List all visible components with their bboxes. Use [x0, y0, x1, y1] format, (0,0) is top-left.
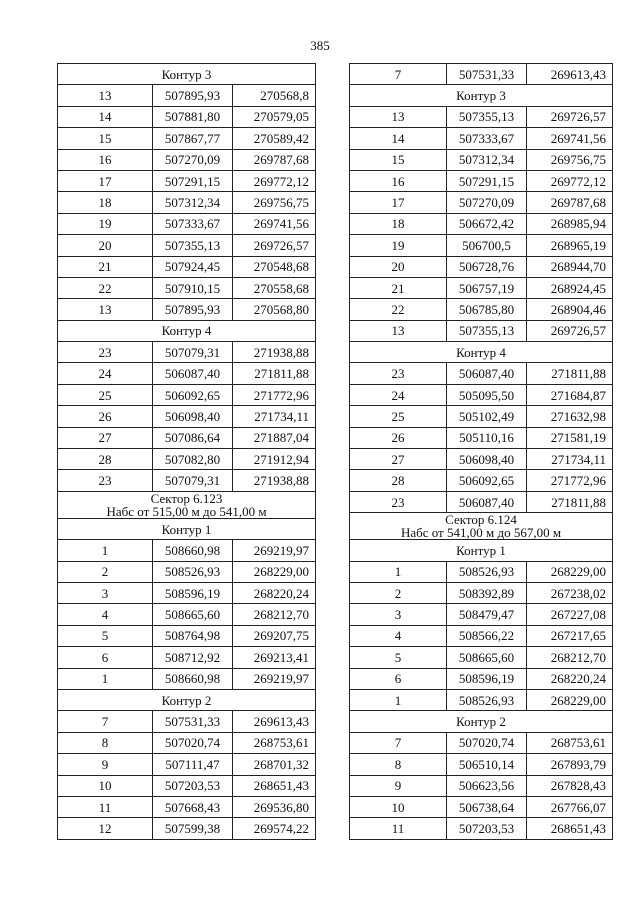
x-coordinate-cell: 505102,49 — [447, 406, 527, 427]
table-row — [58, 711, 316, 732]
x-coordinate-cell: 506757,19 — [447, 277, 527, 298]
table-row — [58, 406, 316, 427]
point-number-cell: 22 — [58, 277, 153, 298]
table-row — [350, 406, 613, 427]
point-number-cell: 4 — [350, 625, 447, 646]
table-row — [58, 540, 316, 561]
y-coordinate-cell: 270548,68 — [233, 256, 316, 277]
x-coordinate-cell: 508596,19 — [153, 582, 233, 603]
contour-header-row — [58, 518, 316, 539]
y-coordinate-cell: 268985,94 — [527, 213, 613, 234]
x-coordinate-cell: 508526,93 — [447, 561, 527, 582]
table-row — [350, 668, 613, 689]
y-coordinate-cell: 269756,75 — [233, 192, 316, 213]
x-coordinate-cell: 507270,09 — [447, 192, 527, 213]
table-row — [58, 582, 316, 603]
x-coordinate-cell: 507020,74 — [447, 732, 527, 753]
x-coordinate-cell: 507333,67 — [153, 213, 233, 234]
point-number-cell: 24 — [58, 363, 153, 384]
y-coordinate-cell: 270568,8 — [233, 85, 316, 106]
point-number-cell: 7 — [350, 732, 447, 753]
contour-title: Контур 4 — [350, 342, 613, 363]
point-number-cell: 2 — [350, 582, 447, 603]
point-number-cell: 28 — [350, 470, 447, 491]
table-row — [58, 363, 316, 384]
contour-title: Контур 2 — [350, 711, 613, 732]
y-coordinate-cell: 269726,57 — [527, 106, 613, 127]
point-number-cell: 6 — [350, 668, 447, 689]
x-coordinate-cell: 506728,76 — [447, 256, 527, 277]
point-number-cell: 2 — [58, 561, 153, 582]
point-number-cell: 19 — [58, 213, 153, 234]
point-number-cell: 5 — [350, 647, 447, 668]
y-coordinate-cell: 268904,46 — [527, 299, 613, 320]
point-number-cell: 10 — [350, 796, 447, 817]
page-number: 385 — [310, 38, 330, 53]
point-number-cell: 7 — [58, 711, 153, 732]
x-coordinate-cell: 507312,34 — [153, 192, 233, 213]
table-row — [350, 256, 613, 277]
y-coordinate-cell: 271938,88 — [233, 470, 316, 491]
x-coordinate-cell: 508596,19 — [447, 668, 527, 689]
y-coordinate-cell: 267828,43 — [527, 775, 613, 796]
x-coordinate-cell: 507895,93 — [153, 85, 233, 106]
y-coordinate-cell: 268220,24 — [527, 668, 613, 689]
table-row — [350, 754, 613, 775]
y-coordinate-cell: 267217,65 — [527, 625, 613, 646]
table-row — [58, 299, 316, 320]
point-number-cell: 1 — [58, 540, 153, 561]
y-coordinate-cell: 268924,45 — [527, 277, 613, 298]
sector-header-row — [58, 491, 316, 518]
y-coordinate-cell: 270558,68 — [233, 277, 316, 298]
table-row — [58, 754, 316, 775]
y-coordinate-cell: 271734,11 — [233, 406, 316, 427]
y-coordinate-cell: 269787,68 — [527, 192, 613, 213]
y-coordinate-cell: 267227,08 — [527, 604, 613, 625]
y-coordinate-cell: 271938,88 — [233, 342, 316, 363]
y-coordinate-cell: 269741,56 — [233, 213, 316, 234]
sector-altitude-range: Набс от 541,00 м до 567,00 м — [400, 525, 562, 541]
contour-header-row — [350, 711, 613, 732]
x-coordinate-cell: 506738,64 — [447, 796, 527, 817]
point-number-cell: 20 — [58, 235, 153, 256]
contour-title: Контур 1 — [58, 518, 316, 539]
x-coordinate-cell: 506672,42 — [447, 213, 527, 234]
point-number-cell: 3 — [350, 604, 447, 625]
table-row — [350, 64, 613, 85]
table-row — [58, 561, 316, 582]
point-number-cell: 24 — [350, 384, 447, 405]
y-coordinate-cell: 271772,96 — [527, 470, 613, 491]
point-number-cell: 13 — [58, 299, 153, 320]
point-number-cell: 8 — [58, 732, 153, 753]
x-coordinate-cell: 507082,80 — [153, 449, 233, 470]
point-number-cell: 1 — [350, 561, 447, 582]
y-coordinate-cell: 268220,24 — [233, 582, 316, 603]
x-coordinate-cell: 507312,34 — [447, 149, 527, 170]
y-coordinate-cell: 271887,04 — [233, 427, 316, 448]
point-number-cell: 1 — [58, 668, 153, 689]
point-number-cell: 27 — [350, 449, 447, 470]
y-coordinate-cell: 271912,94 — [233, 449, 316, 470]
point-number-cell: 4 — [58, 604, 153, 625]
point-number-cell: 25 — [350, 406, 447, 427]
table-row — [350, 149, 613, 170]
point-number-cell: 1 — [350, 689, 447, 710]
y-coordinate-cell: 269213,41 — [233, 647, 316, 668]
table-row — [58, 818, 316, 839]
y-coordinate-cell: 271811,88 — [527, 491, 613, 512]
table-row — [58, 775, 316, 796]
point-number-cell: 9 — [350, 775, 447, 796]
x-coordinate-cell: 507270,09 — [153, 149, 233, 170]
x-coordinate-cell: 507895,93 — [153, 299, 233, 320]
table-row — [350, 363, 613, 384]
point-number-cell: 14 — [58, 106, 153, 127]
x-coordinate-cell: 507111,47 — [153, 754, 233, 775]
table-row — [58, 277, 316, 298]
point-number-cell: 11 — [350, 818, 447, 839]
x-coordinate-cell: 508660,98 — [153, 668, 233, 689]
x-coordinate-cell: 508392,89 — [447, 582, 527, 603]
x-coordinate-cell: 508764,98 — [153, 625, 233, 646]
point-number-cell: 13 — [350, 320, 447, 341]
y-coordinate-cell: 269756,75 — [527, 149, 613, 170]
point-number-cell: 27 — [58, 427, 153, 448]
point-number-cell: 26 — [350, 427, 447, 448]
table-row — [58, 170, 316, 191]
y-coordinate-cell: 268212,70 — [527, 647, 613, 668]
table-row — [350, 235, 613, 256]
point-number-cell: 19 — [350, 235, 447, 256]
y-coordinate-cell: 268651,43 — [527, 818, 613, 839]
table-row — [58, 470, 316, 491]
coordinates-table-left — [57, 63, 316, 840]
x-coordinate-cell: 507079,31 — [153, 342, 233, 363]
contour-header-row — [58, 64, 316, 85]
sector-heading — [350, 513, 613, 540]
x-coordinate-cell: 506087,40 — [447, 491, 527, 512]
point-number-cell: 12 — [58, 818, 153, 839]
y-coordinate-cell: 269772,12 — [233, 170, 316, 191]
y-coordinate-cell: 268965,19 — [527, 235, 613, 256]
table-row — [350, 128, 613, 149]
point-number-cell: 21 — [58, 256, 153, 277]
table-row — [350, 582, 613, 603]
table-row — [58, 427, 316, 448]
y-coordinate-cell: 271581,19 — [527, 427, 613, 448]
point-number-cell: 28 — [58, 449, 153, 470]
point-number-cell: 18 — [58, 192, 153, 213]
y-coordinate-cell: 269207,75 — [233, 625, 316, 646]
point-number-cell: 23 — [58, 470, 153, 491]
x-coordinate-cell: 507531,33 — [447, 64, 527, 85]
y-coordinate-cell: 268753,61 — [527, 732, 613, 753]
table-row — [58, 85, 316, 106]
y-coordinate-cell: 269741,56 — [527, 128, 613, 149]
contour-header-row — [350, 85, 613, 106]
contour-header-row — [58, 689, 316, 710]
table-row — [58, 449, 316, 470]
point-number-cell: 20 — [350, 256, 447, 277]
table-row — [58, 213, 316, 234]
y-coordinate-cell: 271811,88 — [233, 363, 316, 384]
x-coordinate-cell: 506098,40 — [447, 449, 527, 470]
y-coordinate-cell: 270589,42 — [233, 128, 316, 149]
y-coordinate-cell: 271734,11 — [527, 449, 613, 470]
x-coordinate-cell: 508526,93 — [153, 561, 233, 582]
x-coordinate-cell: 507333,67 — [447, 128, 527, 149]
x-coordinate-cell: 507867,77 — [153, 128, 233, 149]
contour-title: Контур 1 — [350, 540, 613, 561]
x-coordinate-cell: 508479,47 — [447, 604, 527, 625]
table-row — [58, 256, 316, 277]
y-coordinate-cell: 269219,97 — [233, 668, 316, 689]
contour-title: Контур 2 — [58, 689, 316, 710]
x-coordinate-cell: 507355,13 — [447, 320, 527, 341]
coordinates-table-right — [349, 63, 613, 840]
x-coordinate-cell: 508712,92 — [153, 647, 233, 668]
table-row — [350, 647, 613, 668]
x-coordinate-cell: 506623,56 — [447, 775, 527, 796]
point-number-cell: 13 — [58, 85, 153, 106]
sector-title: Сектор 6.124 — [445, 512, 517, 528]
point-number-cell: 8 — [350, 754, 447, 775]
x-coordinate-cell: 506087,40 — [153, 363, 233, 384]
x-coordinate-cell: 507203,53 — [447, 818, 527, 839]
x-coordinate-cell: 508665,60 — [153, 604, 233, 625]
contour-title: Контур 3 — [58, 64, 316, 85]
y-coordinate-cell: 269219,97 — [233, 540, 316, 561]
x-coordinate-cell: 507668,43 — [153, 796, 233, 817]
contour-title: Контур 4 — [58, 320, 316, 341]
table-row — [350, 277, 613, 298]
table-row — [350, 796, 613, 817]
sector-altitude-range: Набс от 515,00 м до 541,00 м — [106, 503, 267, 519]
point-number-cell: 5 — [58, 625, 153, 646]
table-row — [58, 235, 316, 256]
table-row — [350, 192, 613, 213]
table-row — [350, 449, 613, 470]
point-number-cell: 7 — [350, 64, 447, 85]
y-coordinate-cell: 269726,57 — [233, 235, 316, 256]
table-row — [58, 342, 316, 363]
table-row — [58, 384, 316, 405]
y-coordinate-cell: 268944,70 — [527, 256, 613, 277]
table-row — [350, 775, 613, 796]
x-coordinate-cell: 506092,65 — [153, 384, 233, 405]
y-coordinate-cell: 269772,12 — [527, 170, 613, 191]
point-number-cell: 23 — [350, 363, 447, 384]
point-number-cell: 23 — [58, 342, 153, 363]
point-number-cell: 13 — [350, 106, 447, 127]
table-row — [58, 625, 316, 646]
table-row — [350, 427, 613, 448]
table-row — [58, 128, 316, 149]
point-number-cell: 16 — [350, 170, 447, 191]
table-row — [350, 384, 613, 405]
x-coordinate-cell: 507531,33 — [153, 711, 233, 732]
point-number-cell: 22 — [350, 299, 447, 320]
x-coordinate-cell: 507355,13 — [153, 235, 233, 256]
point-number-cell: 26 — [58, 406, 153, 427]
table-row — [350, 320, 613, 341]
point-number-cell: 14 — [350, 128, 447, 149]
point-number-cell: 16 — [58, 149, 153, 170]
table-row — [58, 647, 316, 668]
x-coordinate-cell: 507910,15 — [153, 277, 233, 298]
y-coordinate-cell: 268212,70 — [233, 604, 316, 625]
table-row — [350, 213, 613, 234]
y-coordinate-cell: 268651,43 — [233, 775, 316, 796]
x-coordinate-cell: 507291,15 — [447, 170, 527, 191]
sector-heading — [58, 491, 316, 518]
x-coordinate-cell: 507291,15 — [153, 170, 233, 191]
table-row — [350, 170, 613, 191]
table-row — [58, 192, 316, 213]
y-coordinate-cell: 271632,98 — [527, 406, 613, 427]
table-row — [58, 732, 316, 753]
point-number-cell: 6 — [58, 647, 153, 668]
x-coordinate-cell: 508526,93 — [447, 689, 527, 710]
x-coordinate-cell: 506087,40 — [447, 363, 527, 384]
table-row — [58, 668, 316, 689]
point-number-cell: 25 — [58, 384, 153, 405]
x-coordinate-cell: 508660,98 — [153, 540, 233, 561]
table-row — [350, 604, 613, 625]
point-number-cell: 15 — [350, 149, 447, 170]
x-coordinate-cell: 507020,74 — [153, 732, 233, 753]
x-coordinate-cell: 508665,60 — [447, 647, 527, 668]
x-coordinate-cell: 506510,14 — [447, 754, 527, 775]
x-coordinate-cell: 507203,53 — [153, 775, 233, 796]
y-coordinate-cell: 267238,02 — [527, 582, 613, 603]
point-number-cell: 17 — [350, 192, 447, 213]
contour-header-row — [350, 540, 613, 561]
x-coordinate-cell: 507924,45 — [153, 256, 233, 277]
table-row — [350, 625, 613, 646]
y-coordinate-cell: 267893,79 — [527, 754, 613, 775]
table-row — [58, 796, 316, 817]
table-row — [58, 106, 316, 127]
x-coordinate-cell: 507079,31 — [153, 470, 233, 491]
table-row — [350, 732, 613, 753]
contour-title: Контур 3 — [350, 85, 613, 106]
y-coordinate-cell: 269536,80 — [233, 796, 316, 817]
y-coordinate-cell: 268229,00 — [527, 561, 613, 582]
x-coordinate-cell: 505110,16 — [447, 427, 527, 448]
y-coordinate-cell: 269574,22 — [233, 818, 316, 839]
table-row — [350, 106, 613, 127]
y-coordinate-cell: 269613,43 — [233, 711, 316, 732]
sector-header-row — [350, 513, 613, 540]
point-number-cell: 23 — [350, 491, 447, 512]
table-row — [58, 604, 316, 625]
point-number-cell: 3 — [58, 582, 153, 603]
y-coordinate-cell: 270568,80 — [233, 299, 316, 320]
x-coordinate-cell: 507086,64 — [153, 427, 233, 448]
x-coordinate-cell: 506785,80 — [447, 299, 527, 320]
table-row — [58, 149, 316, 170]
point-number-cell: 9 — [58, 754, 153, 775]
table-row — [350, 689, 613, 710]
table-row — [350, 491, 613, 512]
x-coordinate-cell: 508566,22 — [447, 625, 527, 646]
table-row — [350, 561, 613, 582]
y-coordinate-cell: 268701,32 — [233, 754, 316, 775]
point-number-cell: 10 — [58, 775, 153, 796]
point-number-cell: 11 — [58, 796, 153, 817]
table-row — [350, 818, 613, 839]
y-coordinate-cell: 271772,96 — [233, 384, 316, 405]
y-coordinate-cell: 269613,43 — [527, 64, 613, 85]
x-coordinate-cell: 507355,13 — [447, 106, 527, 127]
x-coordinate-cell: 506092,65 — [447, 470, 527, 491]
x-coordinate-cell: 506098,40 — [153, 406, 233, 427]
y-coordinate-cell: 269726,57 — [527, 320, 613, 341]
x-coordinate-cell: 505095,50 — [447, 384, 527, 405]
contour-header-row — [58, 320, 316, 341]
point-number-cell: 15 — [58, 128, 153, 149]
contour-header-row — [350, 342, 613, 363]
table-row — [350, 470, 613, 491]
table-row — [350, 299, 613, 320]
x-coordinate-cell: 507599,38 — [153, 818, 233, 839]
point-number-cell: 18 — [350, 213, 447, 234]
x-coordinate-cell: 506700,5 — [447, 235, 527, 256]
point-number-cell: 21 — [350, 277, 447, 298]
sector-title: Сектор 6.123 — [150, 490, 223, 506]
x-coordinate-cell: 507881,80 — [153, 106, 233, 127]
y-coordinate-cell: 268229,00 — [527, 689, 613, 710]
point-number-cell: 17 — [58, 170, 153, 191]
y-coordinate-cell: 268753,61 — [233, 732, 316, 753]
y-coordinate-cell: 271684,87 — [527, 384, 613, 405]
y-coordinate-cell: 269787,68 — [233, 149, 316, 170]
y-coordinate-cell: 267766,07 — [527, 796, 613, 817]
y-coordinate-cell: 268229,00 — [233, 561, 316, 582]
y-coordinate-cell: 271811,88 — [527, 363, 613, 384]
y-coordinate-cell: 270579,05 — [233, 106, 316, 127]
